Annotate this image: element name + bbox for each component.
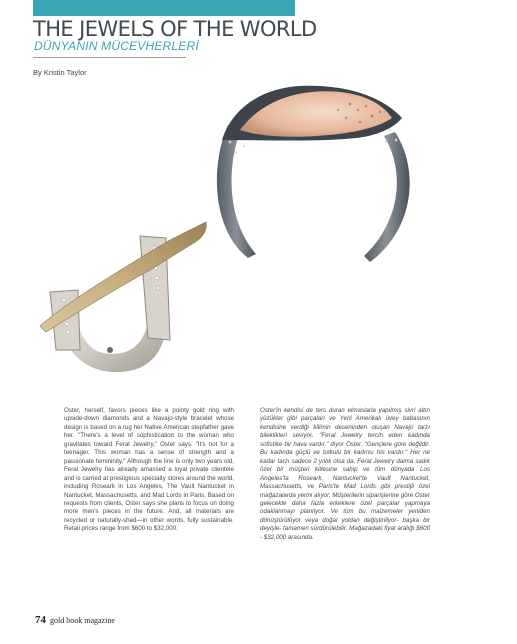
article-title: THE JEWELS OF THE WORLD (33, 17, 317, 41)
cuff-bracelet (217, 86, 410, 262)
page-footer (35, 610, 115, 628)
article-body-english: Oster, herself, favors pieces like a pointy gold ring with upside-down diamonds and a Navajo-style bracelet whose design is based on a rug her Native American stepfather gave her. "There's a level of sophistication to the woman who gravitates toward Feral Jewelry," Oster says. "It's not for a teenager. This woman has a sense of strength and a passionate femininity." Although the line is only two years old, Feral Jewelry has already amassed a loyal private clientele and is carried at prestigious specialty stores around the world, including Roseark in Los Angeles, The Vault Nantucket in Nantucket, Massachusetts, and Mad Lords in Paris. Based on requests from clients, Oster says she plans to focus on doing more men's pieces in the future. And, all materials are recycled or naturally-shed—in other words, fully sustainable. Retail prices range from $600 to $32,000. (64, 407, 234, 533)
article-body-turkish: Oster'in kendisi de ters duran elmaslarla yapılmış sivri altın yüzükler gibi parçaları ve Yerli Amerikalı üvey babasının kendisine verdiği kilimin deseninden oluşan Navajo tarzı bileklikleri seviyor. "Feral Jewelry tercih eden kadında sofistike bir hava vardır," diyor Oster. "Gençlere göre değildir. Bu kadında güçlü ve tutkulu bir kadınsı his vardır." Her ne kadar tarzı sadece 2 yıllık olsa da, Feral Jewelry daima sadık özel bir müşteri kitlesine sahip ve tüm dünyada Los Angeles'ta Roseark, Nantucket'te Vault Nantucket, Massachusetts, ve Paris'te Mad Lords gibi prestijli özel mağazalarda yerini alıyor. Müşterilerin siparişlerine göre Oster gelecekte daha fazla erkeklere özel parçalar yapmaya odaklanmayı planlıyor. Ve tüm bu malzemeler yeniden dönüştürülüyor veya doğal yoldan değiştiriliyor- başka bir deyişle- tamamen sürdürülebilir. Mağazadaki fiyat aralığı $600 - $32,000 arasında. (260, 407, 431, 541)
antler-ring (40, 222, 206, 372)
magazine-name: gold book magazine (50, 616, 115, 625)
byline: By Kristin Taylor (33, 68, 87, 77)
page-number: 74 (35, 614, 46, 626)
article-subtitle: DÜNYANIN MÜCEVHERLERİ (34, 39, 199, 53)
